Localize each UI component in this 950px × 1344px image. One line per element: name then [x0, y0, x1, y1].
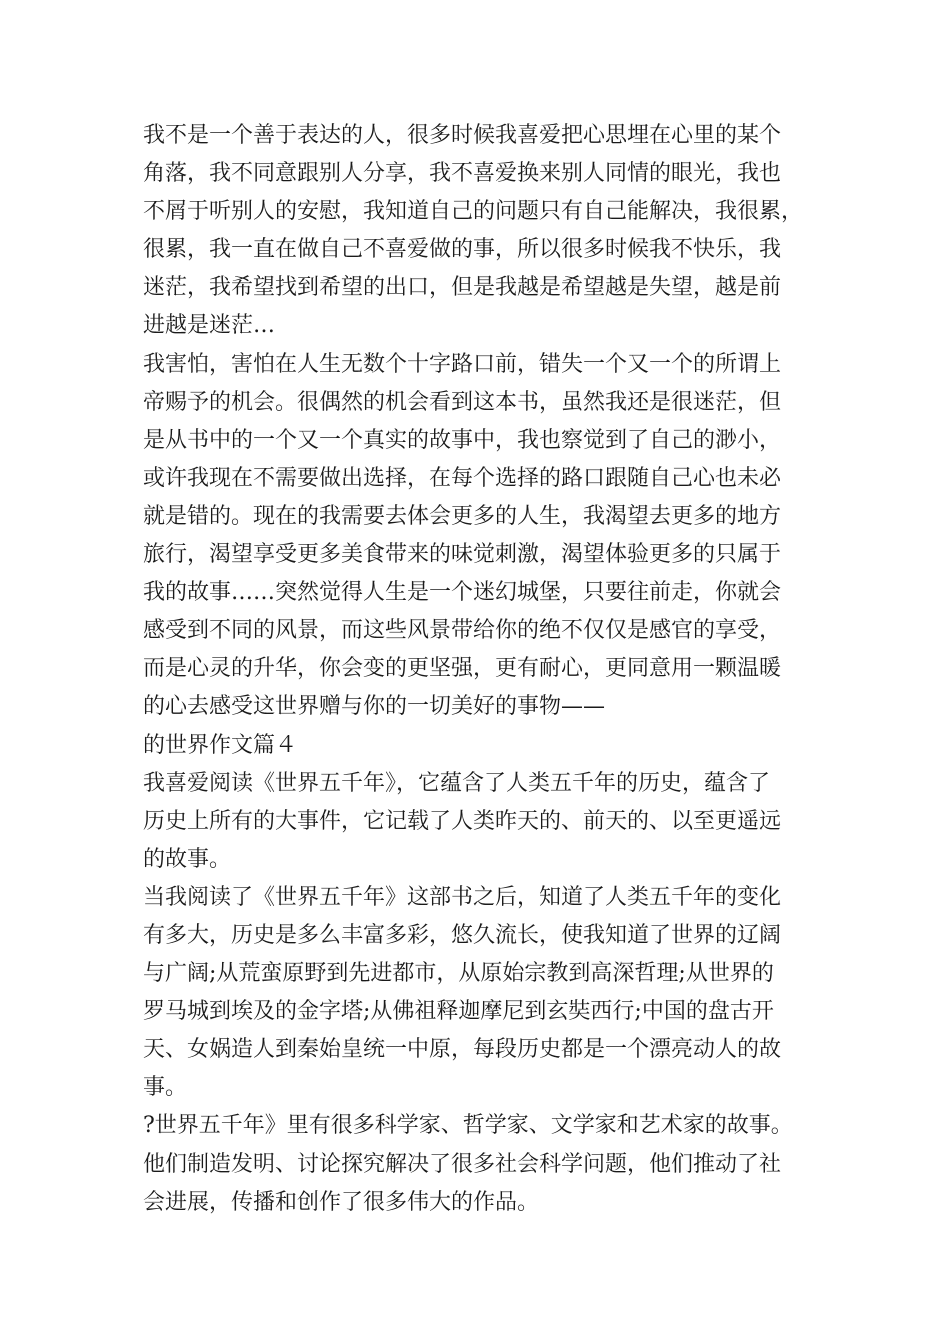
text-line: 的故事。 — [143, 846, 232, 872]
text-line: 进越是迷茫… — [143, 313, 276, 339]
text-line: 罗马城到埃及的金字塔;从佛祖释迦摩尼到玄奘西行;中国的盘古开 — [143, 999, 774, 1025]
text-line: 与广阔;从荒蛮原野到先进都市，从原始宗教到高深哲理;从世界的 — [143, 961, 774, 987]
document-body — [143, 117, 813, 1222]
text-line: 天、女娲造人到秦始皇统一中原，每段历史都是一个漂亮动人的故 — [143, 1037, 782, 1063]
section-heading: 的世界作文篇４ — [143, 732, 298, 758]
text-line: ?世界五千年》里有很多科学家、哲学家、文学家和艺术家的故事。 — [143, 1113, 793, 1139]
text-line: 很累，我一直在做自己不喜爱做的事，所以很多时候我不快乐，我 — [143, 237, 782, 263]
text-line: 角落，我不同意跟别人分享，我不喜爱换来别人同情的眼光，我也 — [143, 161, 782, 187]
text-line: 会进展，传播和创作了很多伟大的作品。 — [143, 1189, 540, 1215]
text-line: 不屑于听别人的安慰，我知道自己的问题只有自己能解决，我很累， — [143, 199, 804, 225]
text-line: 我喜爱阅读《世界五千年》，它蕴含了人类五千年的历史，蕴含了 — [143, 770, 771, 796]
text-line: 感受到不同的风景，而这些风景带给你的绝不仅仅是感官的享受， — [143, 618, 782, 644]
text-line: 我不是一个善于表达的人，很多时候我喜爱把心思埋在心里的某个 — [143, 123, 782, 148]
text-line: 当我阅读了《世界五千年》这部书之后，知道了人类五千年的变化 — [143, 884, 782, 910]
text-line: 有多大，历史是多么丰富多彩，悠久流长，使我知道了世界的辽阔 — [143, 922, 782, 948]
text-line: 旅行，渴望享受更多美食带来的味觉刺激，渴望体验更多的只属于 — [143, 542, 782, 568]
text-line: 事。 — [143, 1075, 188, 1101]
text-line: 我害怕，害怕在人生无数个十字路口前，错失一个又一个的所谓上 — [143, 351, 782, 377]
text-line: 而是心灵的升华，你会变的更坚强，更有耐心，更同意用一颗温暖 — [143, 656, 782, 682]
text-line: 我的故事……突然觉得人生是一个迷幻城堡，只要往前走，你就会 — [143, 580, 782, 606]
text-line: 帝赐予的机会。很偶然的机会看到这本书，虽然我还是很迷茫，但 — [143, 389, 782, 415]
text-line: 的心去感受这世界赠与你的一切美好的事物—— — [143, 694, 606, 720]
text-line: 是从书中的一个又一个真实的故事中，我也察觉到了自己的渺小， — [143, 427, 782, 453]
text-line: 或许我现在不需要做出选择，在每个选择的路口跟随自己心也未必 — [143, 465, 782, 491]
text-line: 迷茫，我希望找到希望的出口，但是我越是希望越是失望，越是前 — [143, 275, 782, 301]
text-line: 就是错的。现在的我需要去体会更多的人生，我渴望去更多的地方 — [143, 503, 782, 529]
text-line: 历史上所有的大事件，它记载了人类昨天的、前天的、以至更遥远 — [143, 808, 782, 834]
text-line: 他们制造发明、讨论探究解决了很多社会科学问题，他们推动了社 — [143, 1151, 782, 1177]
